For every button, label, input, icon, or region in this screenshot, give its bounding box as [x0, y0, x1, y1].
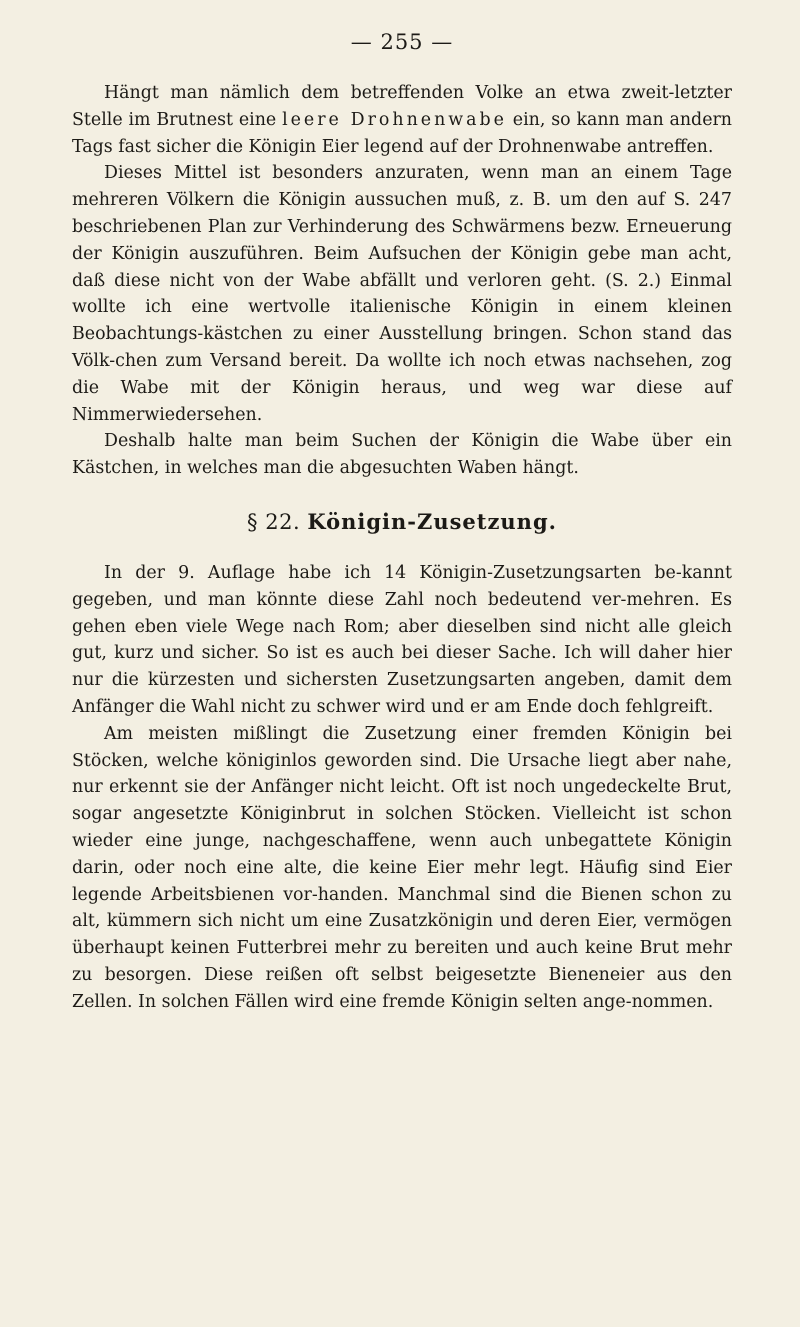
page-number: — 255 —: [350, 30, 454, 54]
paragraph: Dieses Mittel ist besonders anzuraten, wenn man an einem Tage mehreren Völkern die Königin aussuchen muß, z. B. um den auf S. 247 beschriebenen Plan zur Verhinderung des Schwärmens bezw. Erneuerung der Königin auszuführen. Beim Aufsuchen der Königin gebe man acht, daß diese nicht von der Wabe abfällt und verloren geht. (S. 2.) Einmal wollte ich eine wertvolle italienische Königin in einem kleinen Beobachtungs-kästchen zu einer Ausstellung bringen. Schon stand das Völk-chen zum Versand bereit. Da wollte ich noch etwas nachsehen, zog die Wabe mit der Königin heraus, und weg war diese auf Nimmerwiedersehen.: [72, 163, 732, 425]
paragraph-text: ein, so kann man andern Tags fast sicher die Königin Eier legend auf der Drohnenwabe antreffen.: [72, 109, 732, 157]
section-title: Königin-Zusetzung.: [307, 508, 557, 534]
paragraph-text: Hängt man nämlich dem betreffenden Volke an etwa zweit-letzter Stelle im Brutnest eine: [72, 83, 732, 130]
section-number: § 22.: [247, 509, 301, 534]
emphasized-term: leere Drohnenwabe: [282, 109, 507, 130]
book-page: [72, 30, 732, 1016]
paragraph: Am meisten mißlingt die Zusetzung einer fremden Königin bei Stöcken, welche königinlos geworden sind. Die Ursache liegt aber nahe, nur erkennt sie der Anfänger nicht leicht. Oft ist noch ungedeckelte Brut, sogar angesetzte Königinbrut in solchen Stöcken. Vielleicht ist schon wieder eine junge, nachgeschaffene, wenn auch unbegattete Königin darin, oder noch eine alte, die keine Eier mehr legt. Häufig sind Eier legende Arbeitsbienen vor-handen. Manchmal sind die Bienen schon zu alt, kümmern sich nicht um eine Zusatzkönigin und deren Eier, vermögen überhaupt keinen Futterbrei mehr zu bereiten und auch keine Brut mehr zu besorgen. Diese reißen oft selbst beigesetzte Bieneneier aus den Zellen. In solchen Fällen wird eine fremde Königin selten ange-nommen.: [72, 723, 732, 1012]
paragraph: Deshalb halte man beim Suchen der Königin die Wabe über ein Kästchen, in welches man die abgesuchten Waben hängt.: [72, 431, 732, 479]
paragraph: In der 9. Auflage habe ich 14 Königin-Zusetzungsarten be-kannt gegeben, und man könnte diese Zahl noch bedeutend ver-mehren. Es gehen eben viele Wege nach Rom; aber dieselben sind nicht alle gleich gut, kurz und sicher. So ist es auch bei dieser Sache. Ich will daher hier nur die kürzesten und sichersten Zusetzungsarten angeben, damit dem Anfänger die Wahl nicht zu schwer wird und er am Ende doch fehlgreift.: [72, 562, 732, 717]
paragraph: [72, 80, 732, 160]
section-heading: [72, 509, 732, 534]
